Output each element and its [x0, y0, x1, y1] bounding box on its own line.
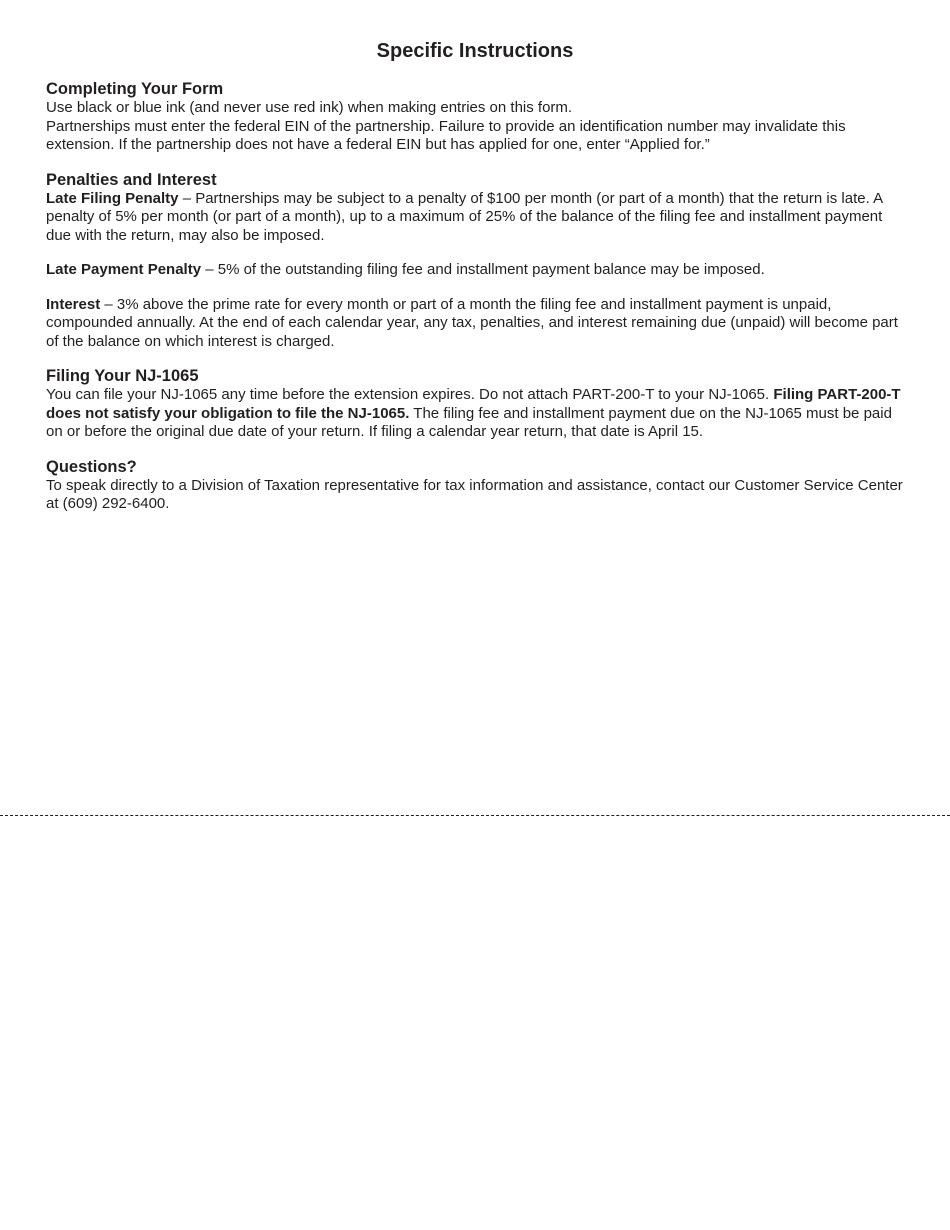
- questions-text: To speak directly to a Division of Taxation representative for tax information and assistance, contact our Customer Service Center at (609) 292-6400.: [46, 476, 903, 512]
- dashed-cut-line: [0, 815, 950, 816]
- section-heading-questions: Questions?: [46, 457, 137, 476]
- filing-bold-text: Filing PART-200-T does not satisfy your obligation to file the NJ-1065.: [46, 386, 901, 422]
- interest-text: – 3% above the prime rate for every month or part of a month the filing fee and installment payment is unpaid, compounded annually. At the end of each calendar year, any tax, penalties, and interest remaining due (unpaid) will become part of the balance on which interest is charged.: [46, 295, 898, 350]
- interest-label: Interest: [46, 295, 101, 313]
- section-heading-filing: Filing Your NJ-1065: [46, 367, 199, 385]
- late-payment-penalty: [46, 261, 906, 280]
- filing-paragraph: [46, 386, 906, 442]
- section-questions: [46, 458, 906, 514]
- late-filing-penalty: [46, 190, 906, 246]
- instructions-body: [46, 80, 906, 530]
- section-completing-form: [46, 80, 906, 155]
- page-title: Specific Instructions: [376, 40, 574, 62]
- late-payment-label: Late Payment Penalty: [46, 261, 202, 278]
- section-heading-penalties: Penalties and Interest: [46, 170, 217, 189]
- late-filing-text: – Partnerships may be subject to a penalty of $100 per month (or part of a month) that the return is late. A penalty of 5% per month (or part of a month), up to a maximum of 25% of the balance of the filing fee and installment payment due with the return, may also be imposed.: [46, 189, 883, 244]
- interest-paragraph: [46, 296, 906, 352]
- ein-instruction: Partnerships must enter the federal EIN of the partnership. Failure to provide an identification number may invalidate this extension. If the partnership does not have a federal EIN but has applied for one, enter “Applied for.”: [46, 117, 846, 153]
- section-penalties-interest: [46, 171, 906, 352]
- late-filing-label: Late Filing Penalty: [46, 189, 179, 207]
- section-heading-completing-form: Completing Your Form: [46, 80, 224, 98]
- ink-instruction: Use black or blue ink (and never use red ink) when making entries on this form.: [46, 99, 573, 116]
- late-payment-text: – 5% of the outstanding filing fee and installment payment balance may be imposed.: [201, 261, 765, 278]
- section-filing-nj1065: [46, 367, 906, 442]
- filing-text-2: The filing fee and installment payment due on the NJ-1065 must be paid on or before the original due date of your return. If filing a calendar year return, that date is April 15.: [46, 404, 892, 440]
- filing-text-1: You can file your NJ-1065 any time before the extension expires. Do not attach PART-200-T to your NJ-1065.: [46, 386, 774, 403]
